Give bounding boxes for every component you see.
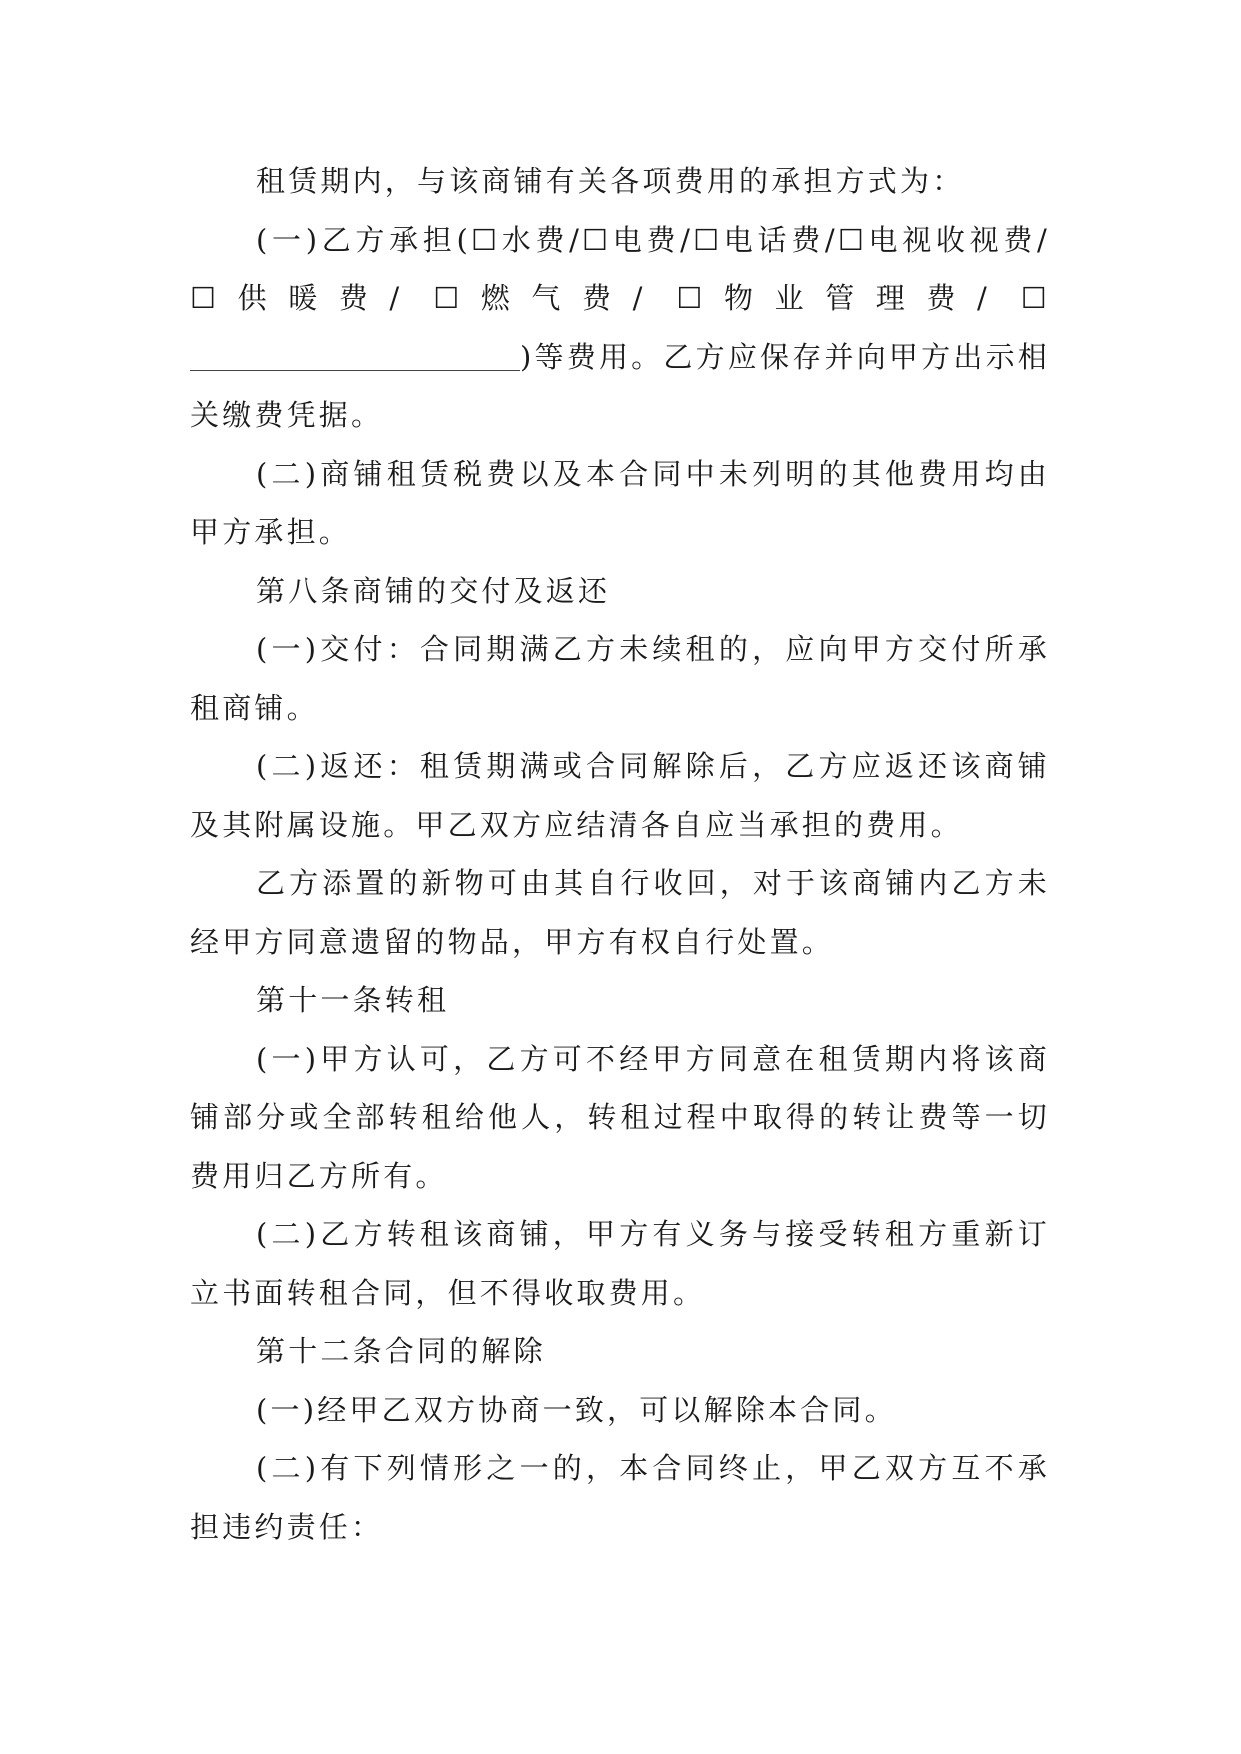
document-page <box>190 152 1050 1556</box>
paragraph-return: (二)返还：租赁期满或合同解除后，乙方应返还该商铺及其附属设施。甲乙双方应结清各自应当承担的费用。 <box>190 749 1050 842</box>
article-11-heading: 第十一条转租 <box>256 983 450 1017</box>
paragraph-sublease-contract: (二)乙方转租该商铺，甲方有义务与接受转租方重新订立书面转租合同，但不得收取费用。 <box>190 1217 1050 1310</box>
paragraph-delivery: (一)交付：合同期满乙方未续租的，应向甲方交付所承租商铺。 <box>190 632 1050 725</box>
tenant-fees-text: (一)乙方承担(☐水费/☐电费/☐电话费/☐电视收视费/ ☐供暖费/ ☐燃气费/ ☐物业管理费/ ☐ <box>190 222 1050 315</box>
paragraph-leftover-items: 乙方添置的新物可由其自行收回，对于该商铺内乙方未经甲方同意遗留的物品，甲方有权自行处置。 <box>190 866 1050 959</box>
paragraph-sublease-consent: (一)甲方认可，乙方可不经甲方同意在租赁期内将该商铺部分或全部转租给他人，转租过程中取得的转让费等一切费用归乙方所有。 <box>190 1041 1050 1193</box>
paragraph-termination-cases: (二)有下列情形之一的，本合同终止，甲乙双方互不承担违约责任： <box>190 1451 1050 1544</box>
fee-blank-line <box>190 340 520 371</box>
paragraph-fee-intro: 租赁期内，与该商铺有关各项费用的承担方式为： <box>256 164 965 198</box>
article-12-heading: 第十二条合同的解除 <box>256 1334 546 1368</box>
article-8-heading: 第八条商铺的交付及返还 <box>256 573 611 608</box>
paragraph-mutual-termination: (一)经甲乙双方协商一致，可以解除本合同。 <box>256 1392 897 1427</box>
paragraph-landlord-fees: (二)商铺租赁税费以及本合同中未列明的其他费用均由甲方承担。 <box>190 456 1050 549</box>
tenant-fees-text-end: )等费用。乙方应保存并向甲方出示相关缴费凭据。 <box>190 339 1050 432</box>
paragraph-tenant-fees <box>190 211 1050 445</box>
